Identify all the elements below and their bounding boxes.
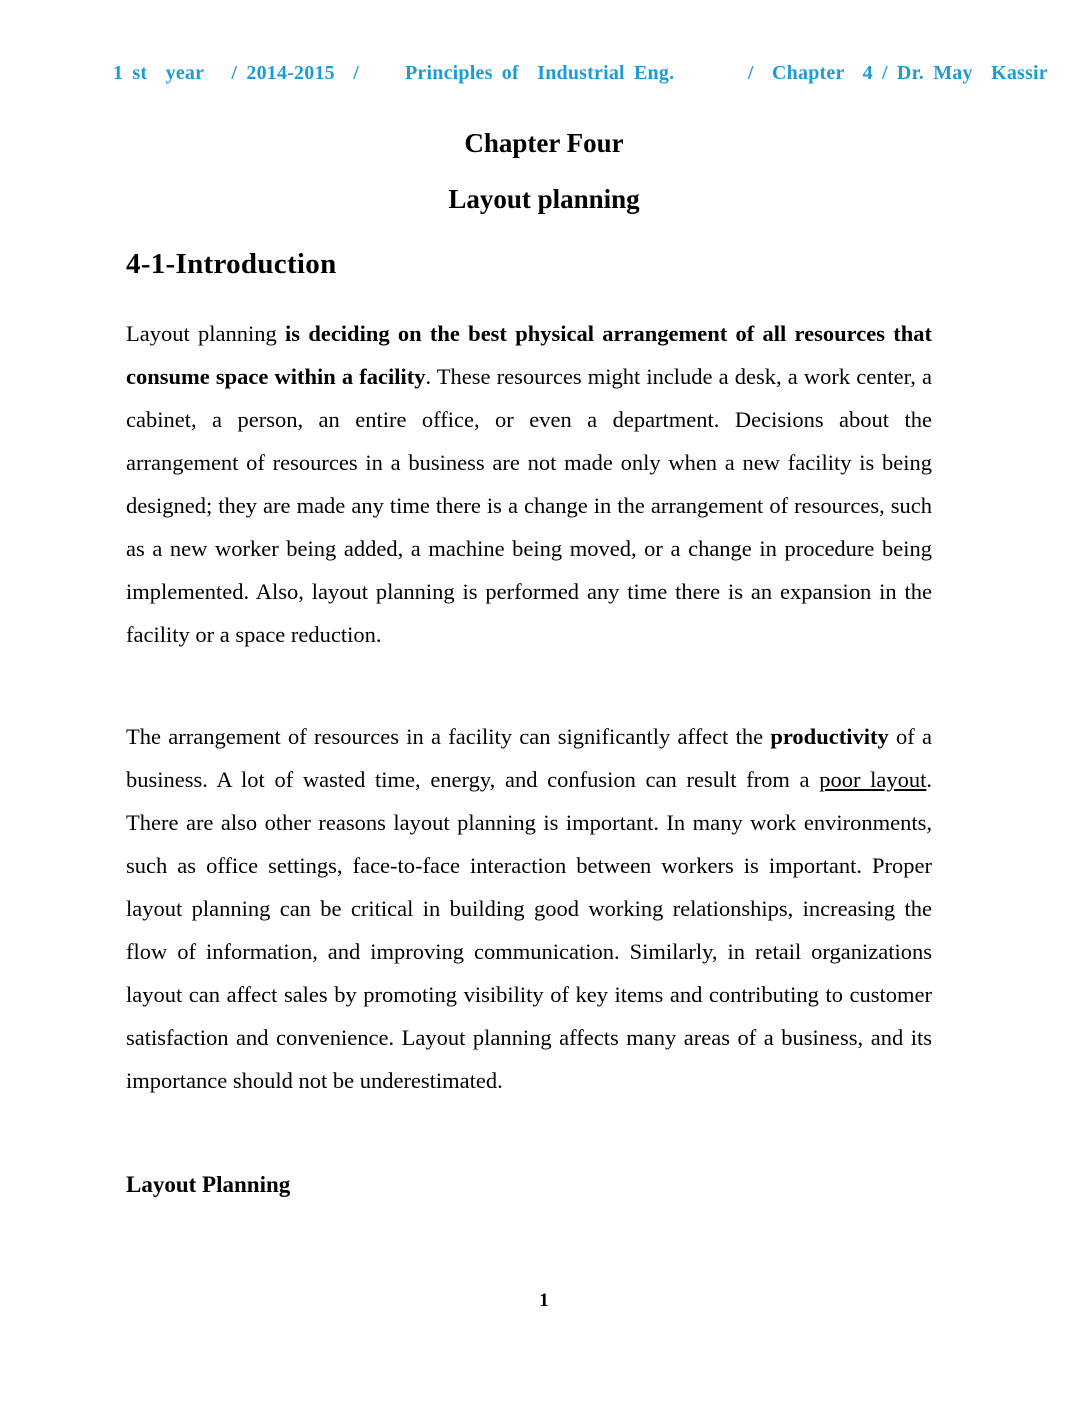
- section-heading-introduction: 4-1-Introduction: [126, 248, 337, 280]
- chapter-subtitle: Layout planning: [448, 184, 640, 214]
- paragraph-layout-planning-definition: Layout planning is deciding on the best physical arrangement of all resources that consume space within a facility. These resources might include a desk, a work center, a cabinet, a person, an entire office, or even a department. Decisions about the arrangement of resources in a business are not made only when a new facility is being designed; they are made any time there is a change in the arrangement of resources, such as a new worker being added, a machine being moved, or a change in procedure being implemented. Also, layout planning is performed any time there is an expansion in the facility or a space reduction.: [126, 321, 932, 647]
- page-number: 1: [539, 1290, 549, 1311]
- page-header: 1 st year / 2014-2015 / Principles of Industrial Eng. / Chapter 4 / Dr. May Kassir: [113, 62, 1048, 84]
- paragraph-layout-planning-importance: The arrangement of resources in a facility can significantly affect the productivity of a business. A lot of wasted time, energy, and confusion can result from a poor layout. There are also other reasons layout planning is important. In many work environments, such as office settings, face-to-face interaction between workers is important. Proper layout planning can be critical in building good working relationships, increasing the flow of information, and improving communication. Similarly, in retail organizations layout can affect sales by promoting visibility of key items and contributing to customer satisfaction and convenience. Layout planning affects many areas of a business, and its importance should not be underestimated.: [126, 724, 932, 1093]
- subsection-heading-layout-planning: Layout Planning: [126, 1172, 291, 1197]
- chapter-title: Chapter Four: [464, 128, 624, 158]
